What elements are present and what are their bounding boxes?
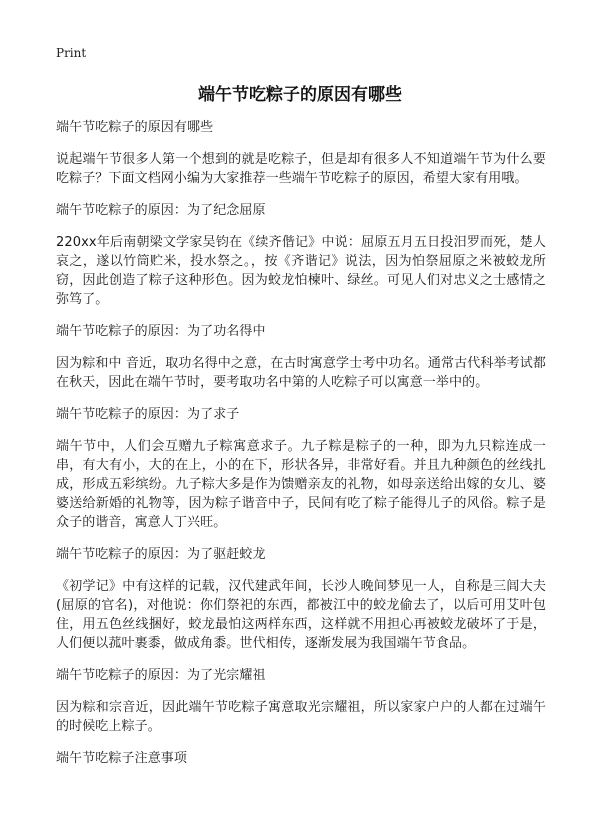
print-link[interactable]: Print bbox=[56, 46, 87, 60]
section-heading: 端午节吃粽子的原因：为了驱赶蛟龙 bbox=[56, 547, 266, 562]
paragraph: 说起端午节很多人第一个想到的就是吃粽子，但是却有很多人不知道端午节为什么要吃粽子？下面文档网小编为大家推荐一些端午节吃粽子的原因，希望大家有用哦。 bbox=[56, 152, 546, 186]
paragraph: 端午节中，人们会互赠九子粽寓意求子。九子粽是粽子的一种，即为九只粽连成一串，有大有小，大的在上，小的在下，形状各异，非常好看。并且九种颜色的丝线扎成，形成五彩缤纷。九子粽大多是作为馈赠亲友的礼物，如母亲送给出嫁的女儿、婆婆送给新婚的礼物等，因为粽子谐音中子，民间有吃了粽子能得儿子的风俗。粽子是众子的谐音，寓意人丁兴旺。 bbox=[56, 439, 546, 530]
section-heading: 端午节吃粽子注意事项 bbox=[56, 751, 188, 766]
section-heading: 端午节吃粽子的原因：为了求子 bbox=[56, 407, 240, 422]
paragraph: 因为粽和中 音近，取功名得中之意，在古时寓意学士考中功名。通常古代科举考试都在秋天，因此在端午节时，要考取功名中第的人吃粽子可以寓意一举中的。 bbox=[56, 356, 546, 390]
section-heading: 端午节吃粽子的原因有哪些 bbox=[56, 120, 214, 135]
document-title: 端午节吃粽子的原因有哪些 bbox=[198, 85, 402, 105]
paragraph: 220xx年后南朝梁文学家吴钧在《续齐偕记》中说：屈原五月五日投汨罗而死，楚人哀之，遂以竹筒贮米，投水祭之。，按《齐谐记》说法，因为怕祭屈原之米被蛟龙所窃，因此创造了粽子这种形色。因为蛟龙怕楝叶、绿丝。可见人们对忠义之士感情之弥笃了。 bbox=[56, 235, 546, 307]
section-heading: 端午节吃粽子的原因：为了纪念屈原 bbox=[56, 203, 266, 218]
paragraph: 因为粽和宗音近，因此端午节吃粽子寓意取光宗耀祖，所以家家户户的人都在过端午的时候吃上粽子。 bbox=[56, 700, 546, 734]
document-body bbox=[56, 118, 546, 781]
section-heading: 端午节吃粽子的原因：为了功名得中 bbox=[56, 324, 266, 339]
paragraph: 《初学记》中有这样的记载，汉代建武年间，长沙人晚间梦见一人，自称是三闾大夫(屈原的官名)，对他说：你们祭祀的东西，都被江中的蛟龙偷去了，以后可用艾叶包住，用五色丝线捆好，蛟龙最怕这两样东西，这样就不用担心再被蛟龙破坏了于是，人们便以菰叶裹黍，做成角黍。世代相传，逐渐发展为我国端午节食品。 bbox=[56, 579, 546, 651]
section-heading: 端午节吃粽子的原因：为了光宗耀祖 bbox=[56, 668, 266, 683]
